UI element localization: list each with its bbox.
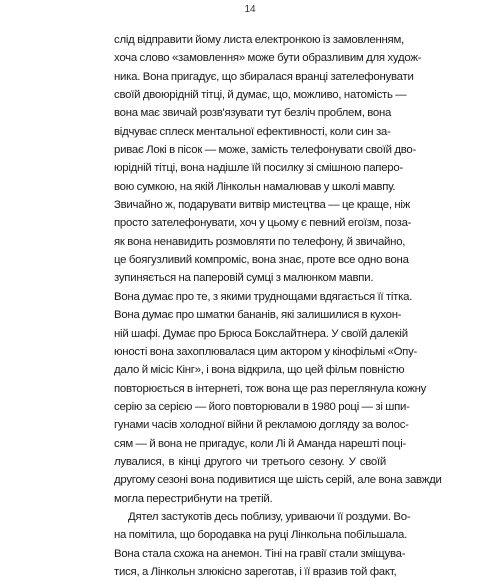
text-line: юності вона захоплювалася цим актором у кінофільмі «Опу- (114, 345, 418, 358)
text-line: повторюється в інтернеті, тож вона ще раз переглянула кожну (114, 382, 427, 395)
text-line: відчуває сплеск ментальної ефективності, коли син за- (114, 125, 391, 138)
text-line: вою сумкою, на якій Лінкольн намалював у школі мавпу. (114, 180, 396, 193)
text-line: тися, а Лінкольн злюкісно зареготав, і її вразив той факт, (114, 565, 397, 578)
text-line: слід відправити йому листа електронкою із замовленням, (114, 34, 404, 46)
text-line: ника. Вона пригадує, що збиралася вранці зателефонувати (114, 70, 414, 83)
text-line: лувалися, в кінці другого чи третього сезону. У своїй (114, 455, 386, 468)
text-line: серію за серією — його повторювали в 1980 році — зі шпи- (114, 400, 410, 413)
text-line: могла перестрибнути на третій. (114, 492, 273, 505)
text-line: Вона думає про те, з якими труднощами вдягається її тітка. (114, 290, 413, 303)
text-line: риває Локі в пісок — може, замість телефонувати своїй дво- (114, 144, 417, 157)
text-line: своїй двоюрідній тітці, й думає, що, можливо, натомість — (114, 89, 407, 102)
body-text (114, 31, 442, 581)
text-line: юрідній тітці, вона надішле їй посилку зі смішною паперо- (114, 162, 404, 175)
text-line: вона має звичай розв'язувати тут безліч проблем, вона (114, 107, 392, 120)
text-line: сям — й вона не пригадує, коли Лі й Аманда нарешті поці- (114, 437, 407, 450)
text-line: Вона думає про шматки бананів, які залишилися в кухон- (114, 309, 402, 322)
text-line: просто зателефонувати, хоч у цьому є певний егоїзм, поза- (114, 217, 412, 230)
text-line: це боягузливий компроміс, вона знає, проте все одно вона (114, 254, 409, 267)
text-line: другому сезоні вона подивитися ще шість серій, але вона завжди (114, 474, 442, 487)
page-number: 14 (244, 4, 256, 15)
text-line: Дятел застукотів десь поблизу, уриваючи її роздуми. Во- (128, 510, 411, 523)
text-line: ній шафі. Думає про Брюса Бокслайтнера. У своїй далекій (114, 327, 408, 340)
text-line: Звичайно ж, подарувати витвір мистецтва — це краще, ніж (114, 199, 411, 212)
text-line: хоча слово «замовлення» може бути образливим для худож- (114, 52, 422, 65)
text-line: як вона ненавидить розмовляти по телефону, й звичайно, (114, 235, 406, 248)
text-line: дало й місіс Кінг», і вона відкрила, що цей фільм повністю (114, 364, 405, 377)
text-line: на помітила, що бородавка на руці Лінкольна побільшала. (114, 529, 408, 542)
text-line: Вона стала схожа на анемон. Тіні на гравії стали зміщува- (114, 547, 406, 560)
text-line: гунами часів холодної війни й рекламою догляду за волос- (114, 419, 409, 432)
text-line: зупиняється на паперовій сумці з малюнком мавпи. (114, 272, 374, 285)
